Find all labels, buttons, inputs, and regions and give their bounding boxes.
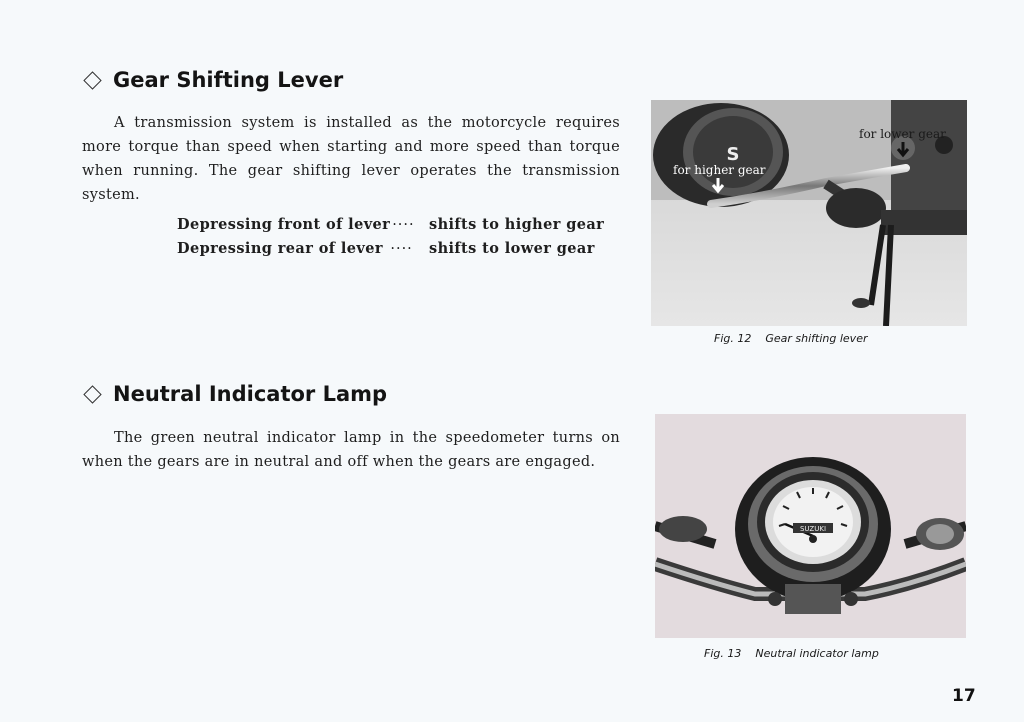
operation-result: shifts to lower gear [429,240,595,257]
heading-text: Neutral Indicator Lamp [113,382,388,406]
operation-action: Depressing rear of lever [177,240,383,257]
operation-leader-dots: ···· [390,241,413,257]
page-number: 17 [952,686,976,706]
figure-number: Fig. 13 [704,647,742,660]
figure-12-photo [651,100,967,326]
label-higher-gear: for higher gear [673,163,766,177]
figure-13-photo [655,414,966,638]
operation-row-front [177,213,605,237]
operation-result: shifts to higher gear [429,216,605,233]
neutral-lamp-paragraph: The green neutral indicator lamp in the speedometer turns on when the gears are in neutral and off when the gears are engaged. [82,430,620,470]
heading-text: Gear Shifting Lever [113,68,344,92]
gauge-brand-badge: SUZUKI [799,525,827,533]
figure-13-caption [704,647,879,660]
gear-lever-photo-image [651,100,967,326]
operation-row-rear [177,237,595,261]
figure-caption-text: Gear shifting lever [765,332,868,345]
label-lower-gear: for lower gear [859,127,946,141]
diamond-bullet-icon [83,385,101,403]
figure-12-caption [714,332,868,345]
operation-leader-dots: ···· [392,217,415,233]
figure-number: Fig. 12 [714,332,752,345]
operation-action: Depressing front of lever [177,216,391,233]
section-heading-neutral-indicator-lamp [82,382,387,406]
brand-mark-icon: S [726,144,740,165]
figure-caption-text: Neutral indicator lamp [755,647,879,660]
section-heading-gear-shifting-lever [82,68,343,92]
diamond-bullet-icon [83,71,101,89]
gear-shifting-paragraph: A transmission system is installed as the motorcycle requires more torque than speed when starting and more speed than torque when running. The gear shifting lever operates the transmission system. [82,115,620,203]
lever-operations [177,213,605,261]
speedometer-photo-image [655,414,966,638]
